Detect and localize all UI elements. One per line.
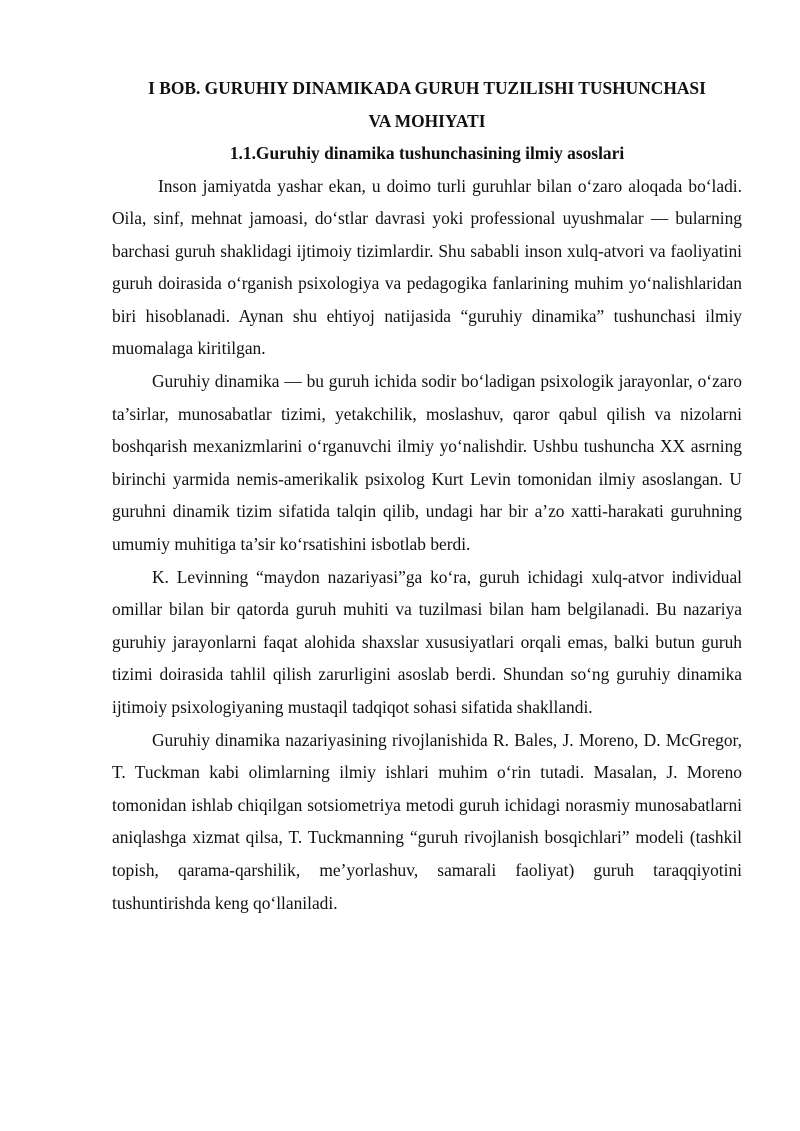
paragraph-4: Guruhiy dinamika nazariyasining rivojlanishida R. Bales, J. Moreno, D. McGregor, T. Tuckman kabi olimlarning ilmiy ishlari muhim o‘rin tutadi. Masalan, J. Moreno tomonidan ishlab chiqilgan sotsiometriya metodi guruh ichidagi norasmiy munosabatlarni aniqlashga xizmat qilsa, T. Tuckmanning “guruh rivojlanish bosqichlari” modeli (tashkil topish, qarama-qarshilik, me’yorlashuv, samarali faoliyat) guruh taraqqiyotini tushuntirishda keng qo‘llaniladi. xyxy=(112,729,742,913)
paragraph-2: Guruhiy dinamika — bu guruh ichida sodir bo‘ladigan psixologik jarayonlar, o‘zaro ta’sirlar, munosabatlar tizimi, yetakchilik, moslashuv, qaror qabul qilish va nizolarni boshqarish mexanizmlarini o‘rganuvchi ilmiy yo‘nalishdir. Ushbu tushuncha XX asrning birinchi yarmida nemis-amerikalik psixolog Kurt Levin tomonidan ilmiy asoslangan. U guruhni dinamik tizim sifatida talqin qilib, undagi har bir a’zo xatti-harakati guruhning umumiy muhitiga ta’sir ko‘rsatishini isbotlab berdi. xyxy=(112,371,742,555)
chapter-title-line1: I BOB. GURUHIY DINAMIKADA GURUH TUZILISHI TUSHUNCHASI xyxy=(148,78,706,98)
chapter-title-line2: VA MOHIYATI xyxy=(368,110,486,131)
paragraph-1: Inson jamiyatda yashar ekan, u doimo turli guruhlar bilan o‘zaro aloqada bo‘ladi. Oila, sinf, mehnat jamoasi, do‘stlar davrasi yoki professional uyushmalar — bularning barchasi guruh shaklidagi ijtimoiy tizimlardir. Shu sababli inson xulq-atvori va faoliyatini guruh doirasida o‘rganish psixologiya va pedagogika fanlarining muhim yo‘nalishlaridan biri hisoblanadi. Aynan shu ehtiyoj natijasida “guruhiy dinamika” tushunchasi ilmiy muomalaga kiritilgan. xyxy=(112,175,742,359)
paragraph-3: K. Levinning “maydon nazariyasi”ga ko‘ra, guruh ichidagi xulq-atvor individual omillar bilan bir qatorda guruh muhiti va tuzilmasi bilan ham belgilanadi. Bu nazariya guruhiy jarayonlarni faqat alohida shaxslar xususiyatlari orqali emas, balki butun guruh tizimi doirasida tahlil qilish zarurligini asoslab berdi. Shundan so‘ng guruhiy dinamika ijtimoiy psixologiyaning mustaqil tadqiqot sohasi sifatida shakllandi. xyxy=(112,566,742,717)
document-page xyxy=(112,70,742,919)
section-title: 1.1.Guruhiy dinamika tushunchasining ilmiy asoslari xyxy=(229,143,625,163)
chapter-title xyxy=(112,70,742,137)
